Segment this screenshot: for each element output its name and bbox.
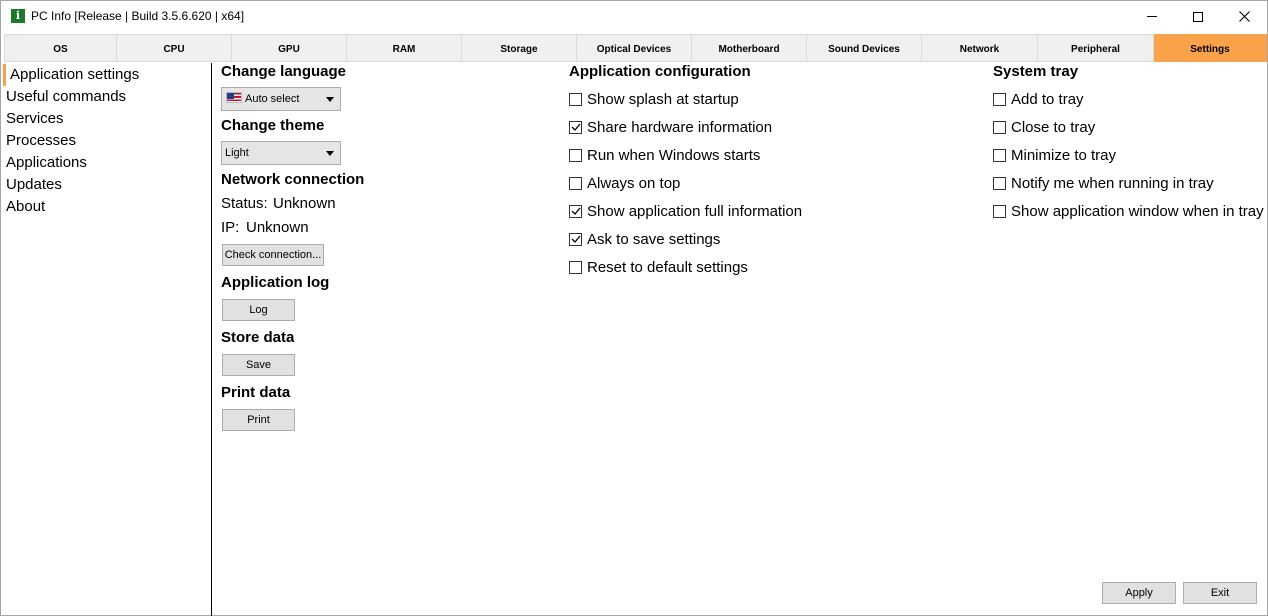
print-button[interactable]: Print: [222, 409, 295, 431]
tab-label: Network: [959, 43, 1000, 55]
minimize-button[interactable]: [1129, 1, 1175, 32]
tab-label: RAM: [392, 43, 416, 55]
app-config-option[interactable]: [569, 201, 802, 221]
tab-peripheral[interactable]: [1038, 34, 1154, 62]
close-icon: [1239, 11, 1250, 22]
exit-button[interactable]: Exit: [1183, 582, 1257, 604]
sidebar-item-services[interactable]: Services: [6, 110, 64, 127]
tab-label: Storage: [500, 43, 538, 55]
us-flag-icon: [226, 92, 242, 103]
checkbox[interactable]: [569, 177, 582, 190]
checkbox-label: Reset to default settings: [587, 258, 748, 276]
minimize-icon: [1147, 16, 1157, 17]
checkbox[interactable]: [993, 93, 1006, 106]
print-data-heading: Print data: [221, 384, 291, 401]
tab-motherboard[interactable]: [692, 34, 807, 62]
system-tray-option[interactable]: [993, 117, 1095, 137]
sidebar-item-useful-commands[interactable]: Useful commands: [6, 88, 127, 105]
sidebar: [2, 63, 212, 616]
theme-select[interactable]: [221, 141, 341, 165]
checkbox[interactable]: [569, 121, 582, 134]
checkbox-label: Ask to save settings: [587, 230, 721, 248]
app-config-option[interactable]: [569, 229, 720, 249]
tab-network[interactable]: [922, 34, 1038, 62]
system-tray-heading: System tray: [993, 63, 1079, 80]
store-data-heading: Store data: [221, 329, 295, 346]
save-button[interactable]: Save: [222, 354, 295, 376]
checkmark-icon: [571, 234, 581, 244]
window-title: PC Info [Release | Build 3.5.6.620 | x64]: [31, 9, 245, 23]
checkbox-label: Share hardware information: [587, 118, 773, 136]
tab-label: GPU: [278, 43, 300, 55]
tab-os[interactable]: [4, 34, 117, 62]
checkbox-label: Add to tray: [1011, 90, 1084, 108]
tab-label: Peripheral: [1071, 43, 1120, 55]
tab-optical-devices[interactable]: [577, 34, 692, 62]
checkbox-label: Run when Windows starts: [587, 146, 761, 164]
close-button[interactable]: [1221, 1, 1267, 32]
checkbox[interactable]: [569, 149, 582, 162]
checkbox-label: Always on top: [587, 174, 681, 192]
network-ip-label: IP:: [221, 219, 240, 236]
change-theme-heading: Change theme: [221, 117, 325, 134]
log-button[interactable]: Log: [222, 299, 295, 321]
checkbox-label: Notify me when running in tray: [1011, 174, 1214, 192]
app-info-icon: i: [11, 9, 25, 23]
checkbox-label: Close to tray: [1011, 118, 1096, 136]
language-select-value: Auto select: [245, 93, 300, 105]
checkbox-label: Show application window when in tray: [1011, 202, 1264, 220]
tab-gpu[interactable]: [232, 34, 347, 62]
system-tray-option[interactable]: [993, 201, 1264, 221]
tab-label: CPU: [163, 43, 185, 55]
app-config-option[interactable]: [569, 257, 748, 277]
network-ip-value: Unknown: [246, 219, 309, 236]
change-language-heading: Change language: [221, 63, 347, 80]
system-tray-option[interactable]: [993, 145, 1116, 165]
tab-bar: [4, 34, 1267, 62]
sidebar-item-updates[interactable]: Updates: [6, 176, 62, 193]
checkbox[interactable]: [993, 121, 1006, 134]
maximize-icon: [1193, 12, 1203, 22]
tab-settings[interactable]: [1154, 34, 1267, 62]
checkbox[interactable]: [993, 205, 1006, 218]
sidebar-item-application-settings[interactable]: Application settings: [3, 64, 139, 86]
tab-label: OS: [53, 43, 68, 55]
chevron-down-icon: [326, 97, 334, 102]
system-tray-option[interactable]: [993, 173, 1214, 193]
tab-label: Sound Devices: [828, 43, 900, 55]
app-config-option[interactable]: [569, 117, 772, 137]
checkbox-label: Show splash at startup: [587, 90, 739, 108]
system-tray-option[interactable]: [993, 89, 1084, 109]
application-configuration-heading: Application configuration: [569, 63, 751, 80]
checkbox[interactable]: [993, 149, 1006, 162]
tab-label: Optical Devices: [596, 43, 672, 55]
app-config-option[interactable]: [569, 145, 760, 165]
checkbox-label: Show application full information: [587, 202, 803, 220]
app-config-option[interactable]: [569, 89, 739, 109]
maximize-button[interactable]: [1175, 1, 1221, 32]
theme-select-value: Light: [225, 147, 249, 159]
tab-label: Settings: [1190, 43, 1230, 55]
tab-sound-devices[interactable]: [807, 34, 922, 62]
chevron-down-icon: [326, 151, 334, 156]
checkbox[interactable]: [569, 205, 582, 218]
sidebar-item-applications[interactable]: Applications: [6, 154, 87, 171]
application-log-heading: Application log: [221, 274, 330, 291]
checkbox[interactable]: [569, 261, 582, 274]
checkmark-icon: [571, 122, 581, 132]
network-status-value: Unknown: [273, 195, 336, 212]
sidebar-item-about[interactable]: About: [6, 198, 46, 215]
checkmark-icon: [571, 206, 581, 216]
sidebar-item-processes[interactable]: Processes: [6, 132, 77, 149]
tab-label: Motherboard: [718, 43, 780, 55]
language-select[interactable]: [221, 87, 341, 111]
tab-storage[interactable]: [462, 34, 577, 62]
tab-cpu[interactable]: [117, 34, 232, 62]
tab-ram[interactable]: [347, 34, 462, 62]
checkbox-label: Minimize to tray: [1011, 146, 1117, 164]
checkbox[interactable]: [569, 93, 582, 106]
check-connection-button[interactable]: Check connection...: [222, 244, 324, 266]
checkbox[interactable]: [993, 177, 1006, 190]
network-connection-heading: Network connection: [221, 171, 365, 188]
checkbox[interactable]: [569, 233, 582, 246]
app-config-option[interactable]: [569, 173, 680, 193]
title-bar: [1, 1, 1267, 32]
apply-button[interactable]: Apply: [1102, 582, 1176, 604]
network-status-label: Status:: [221, 195, 268, 212]
